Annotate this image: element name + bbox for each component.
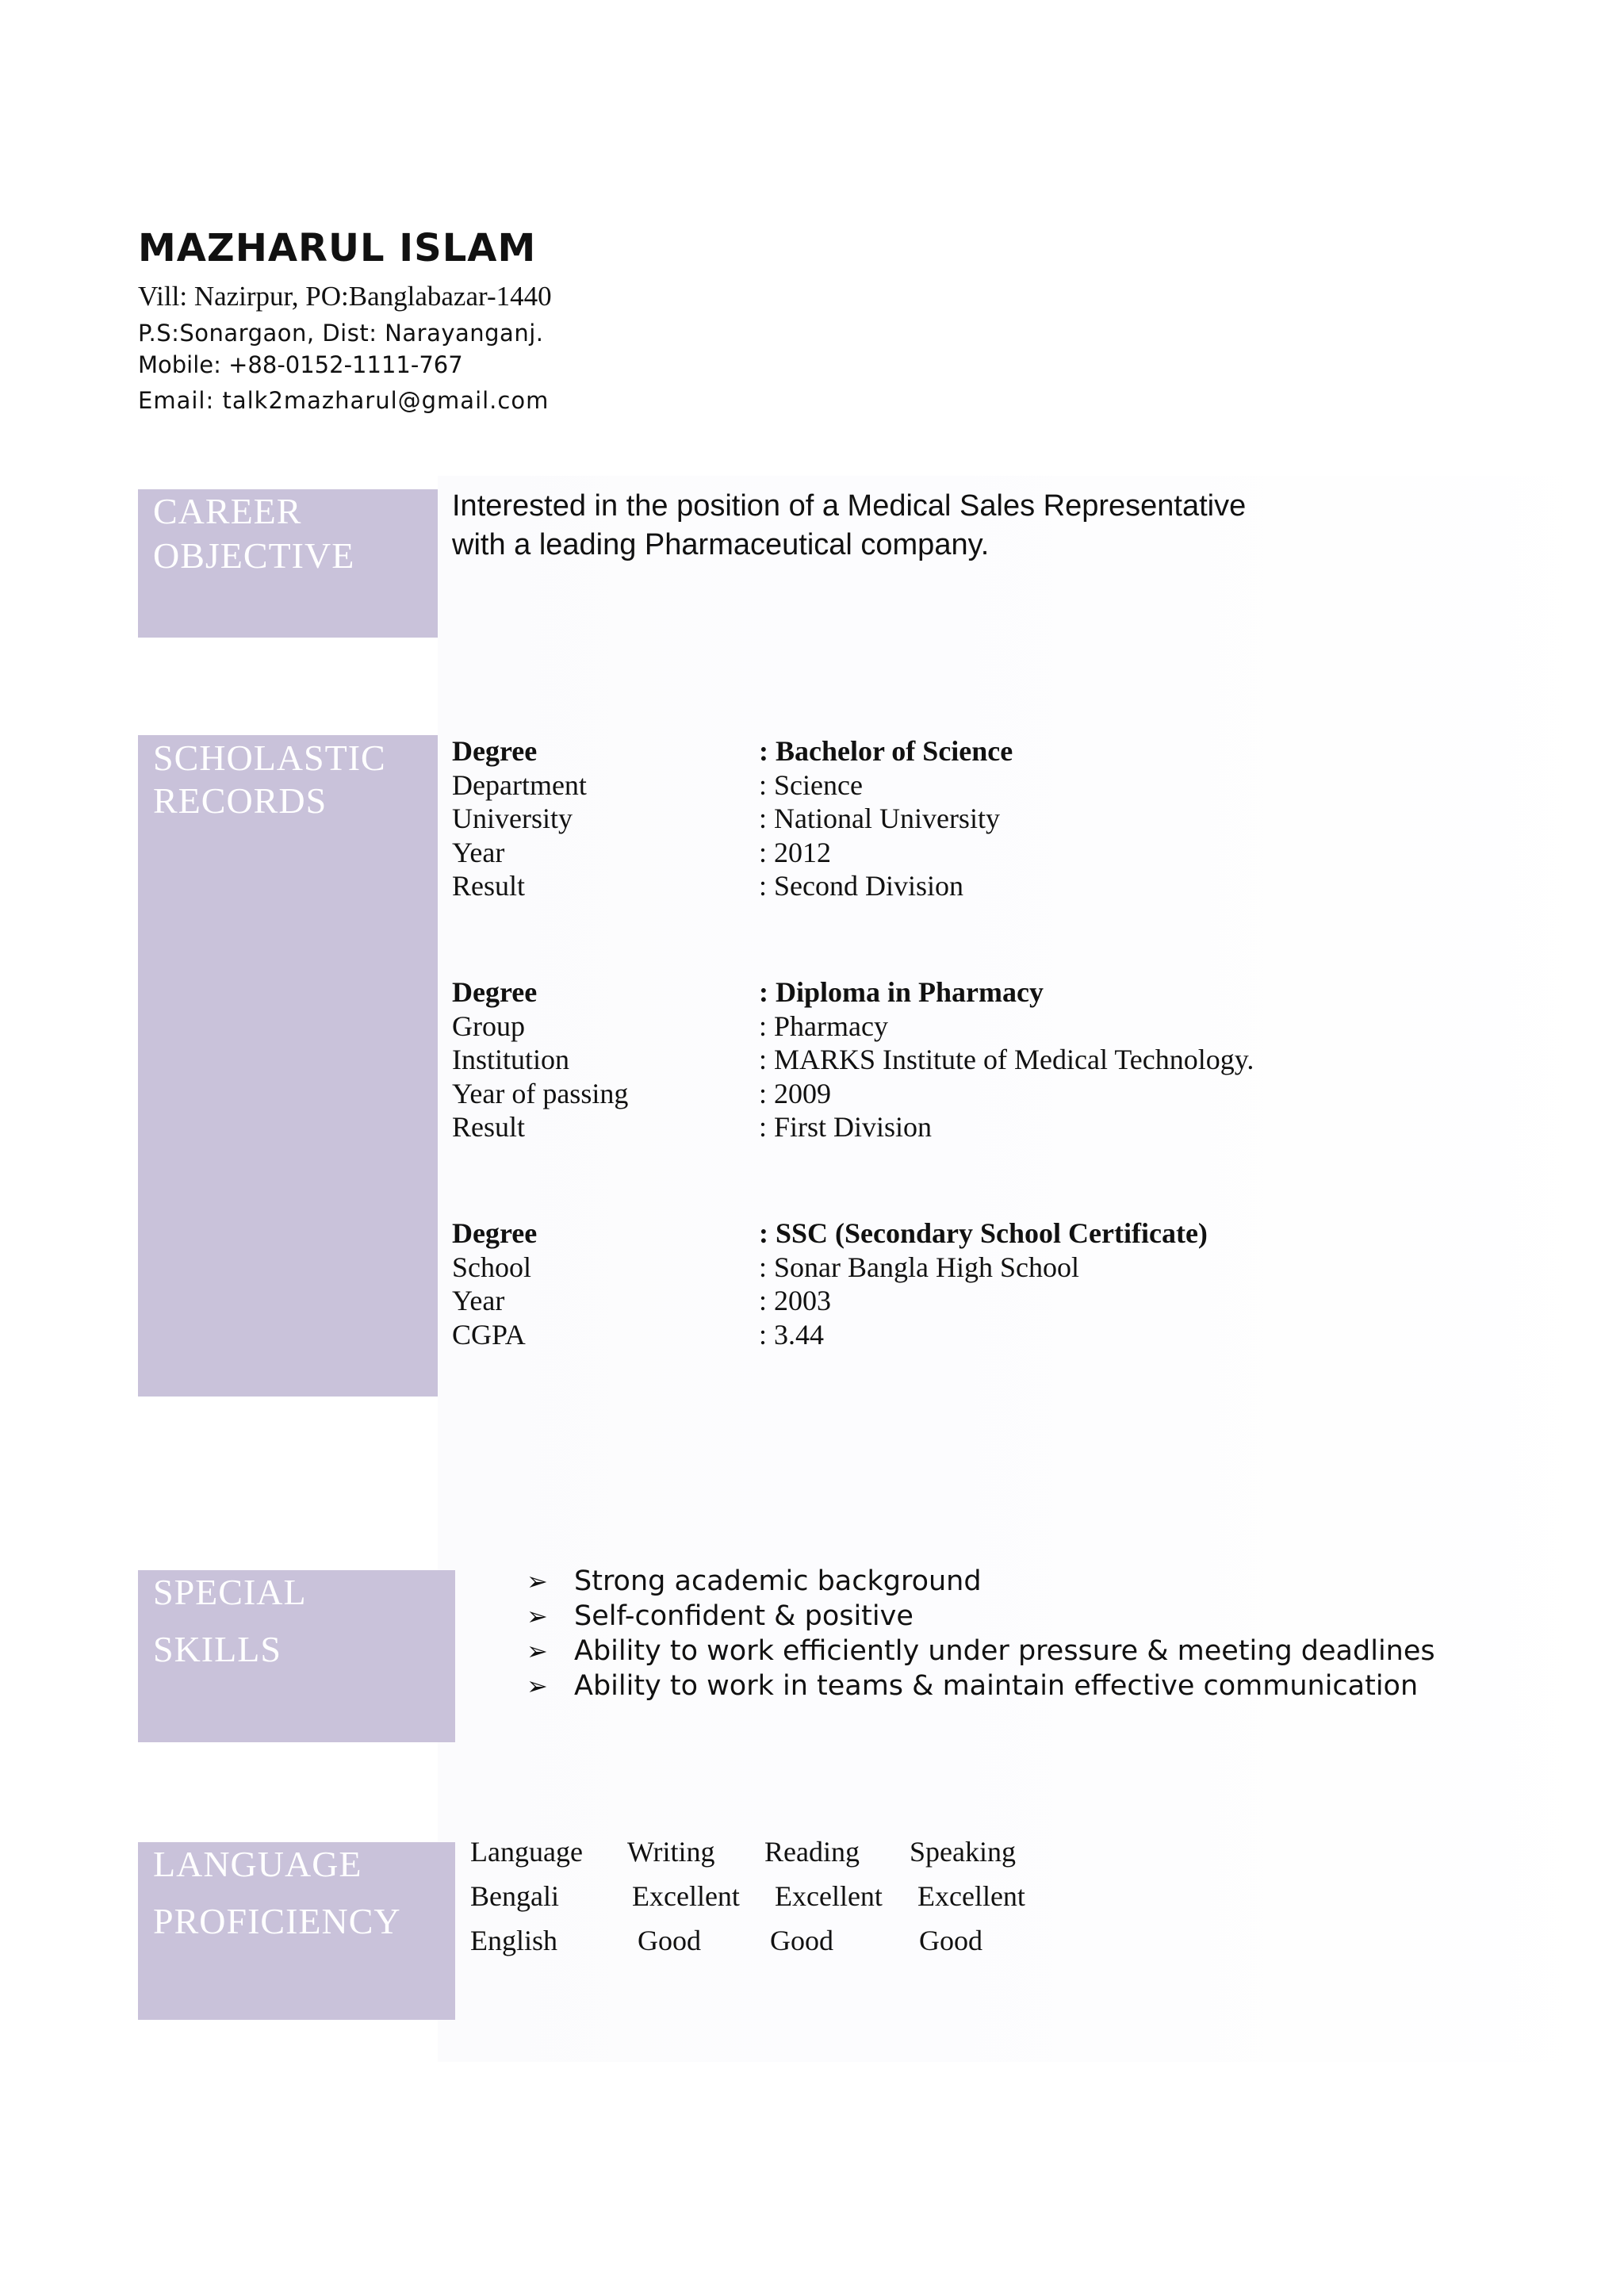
record-row	[452, 802, 1013, 836]
record-label: Group	[452, 1010, 525, 1042]
skill-text: Ability to work efficiently under pressure & meeting deadlines	[574, 1635, 1435, 1667]
record-row	[452, 1216, 1208, 1251]
language-proficiency-label-box	[138, 1842, 455, 2020]
record-label: University	[452, 803, 573, 834]
language-cell: Bengali	[470, 1880, 559, 1912]
objective-line-2: with a leading Pharmaceutical company.	[452, 528, 990, 561]
skill-item	[527, 1669, 1435, 1703]
career-objective-text	[452, 487, 1246, 565]
record-value: : Sonar Bangla High School	[759, 1251, 1079, 1283]
record-label: Result	[452, 870, 526, 902]
record-label: Degree	[452, 1217, 538, 1249]
record-row	[452, 1110, 1254, 1144]
record-value: : 2003	[759, 1285, 832, 1316]
career-objective-label-box	[138, 489, 438, 638]
email-address: Email: talk2mazharul@gmail.com	[138, 387, 550, 414]
record-label: CGPA	[452, 1318, 526, 1351]
record-label: School	[452, 1251, 532, 1283]
skill-item	[527, 1634, 1435, 1669]
record-row	[452, 1284, 1208, 1318]
column-header: Speaking	[910, 1836, 1016, 1868]
language-cell: Excellent	[917, 1880, 1025, 1912]
record-value: : First Division	[759, 1111, 933, 1143]
record-label: Result	[452, 1111, 526, 1143]
language-cell: Good	[770, 1925, 833, 1956]
column-header: Reading	[764, 1836, 860, 1868]
record-value: : SSC (Secondary School Certificate)	[759, 1217, 1208, 1249]
record-row	[452, 1043, 1254, 1077]
record-row	[452, 1010, 1254, 1044]
career-objective-title-line1: CAREER	[153, 491, 302, 531]
record-label: Year	[452, 1285, 505, 1316]
language-proficiency-title-line2: PROFICIENCY	[153, 1901, 401, 1941]
record-label: Institution	[452, 1044, 570, 1075]
record-value: : Second Division	[759, 870, 963, 902]
objective-line-1: Interested in the position of a Medical Sales Representative	[452, 489, 1247, 523]
record-value: : 2009	[759, 1077, 832, 1109]
record-value: : Science	[759, 768, 863, 801]
career-objective-title-line2: OBJECTIVE	[153, 535, 355, 576]
language-cell: Excellent	[775, 1880, 883, 1912]
record-value: : Bachelor of Science	[759, 735, 1013, 767]
skill-item	[527, 1599, 1435, 1634]
record-label: Degree	[452, 976, 538, 1008]
record-value: : Pharmacy	[759, 1010, 888, 1042]
special-skills-label-box	[138, 1570, 455, 1742]
record-row	[452, 836, 1013, 870]
skill-text: Self-confident & positive	[574, 1600, 914, 1632]
record-value: : Diploma in Pharmacy	[759, 976, 1044, 1008]
address-line-2: P.S:Sonargaon, Dist: Narayanganj.	[138, 320, 544, 347]
arrow-bullet-icon: ➢	[527, 1636, 548, 1666]
degree-block-bachelor	[452, 734, 1013, 903]
record-label: Degree	[452, 735, 538, 767]
skill-text: Strong academic background	[574, 1565, 982, 1597]
special-skills-title-line1: SPECIAL	[153, 1572, 307, 1612]
skills-list	[527, 1564, 1435, 1703]
language-cell: Good	[919, 1925, 982, 1956]
degree-block-diploma	[452, 975, 1254, 1144]
column-header: Language	[470, 1836, 583, 1868]
arrow-bullet-icon: ➢	[527, 1671, 548, 1701]
mobile-number: Mobile: +88-0152-1111-767	[138, 351, 463, 378]
scholastic-records-label-box	[138, 735, 438, 1397]
language-proficiency-title-line1: LANGUAGE	[153, 1844, 362, 1884]
scholastic-records-title-line2: RECORDS	[153, 780, 327, 821]
skill-text: Ability to work in teams & maintain effective communication	[574, 1670, 1419, 1702]
record-value: : 3.44	[759, 1318, 825, 1351]
degree-block-ssc	[452, 1216, 1208, 1351]
record-row	[452, 1318, 1208, 1352]
record-row	[452, 1077, 1254, 1111]
skill-item	[527, 1564, 1435, 1599]
record-value: : 2012	[759, 836, 832, 868]
candidate-name: MAZHARUL ISLAM	[138, 226, 537, 270]
record-value: : MARKS Institute of Medical Technology.	[759, 1044, 1254, 1075]
column-header: Writing	[627, 1836, 715, 1868]
language-cell: Good	[638, 1925, 701, 1956]
record-label: Year of passing	[452, 1077, 629, 1109]
arrow-bullet-icon: ➢	[527, 1566, 548, 1596]
record-label: Year	[452, 836, 505, 868]
arrow-bullet-icon: ➢	[527, 1601, 548, 1631]
record-value: : National University	[759, 803, 1000, 834]
language-cell: English	[470, 1925, 558, 1956]
record-row	[452, 768, 1013, 803]
record-row	[452, 734, 1013, 768]
address-line-1: Vill: Nazirpur, PO:Banglabazar-1440	[138, 281, 552, 312]
record-row	[452, 975, 1254, 1010]
record-row	[452, 1251, 1208, 1285]
record-label: Department	[452, 768, 587, 801]
record-row	[452, 869, 1013, 903]
special-skills-title-line2: SKILLS	[153, 1629, 282, 1669]
scholastic-records-title-line1: SCHOLASTIC	[153, 738, 386, 778]
language-cell: Excellent	[632, 1880, 740, 1912]
